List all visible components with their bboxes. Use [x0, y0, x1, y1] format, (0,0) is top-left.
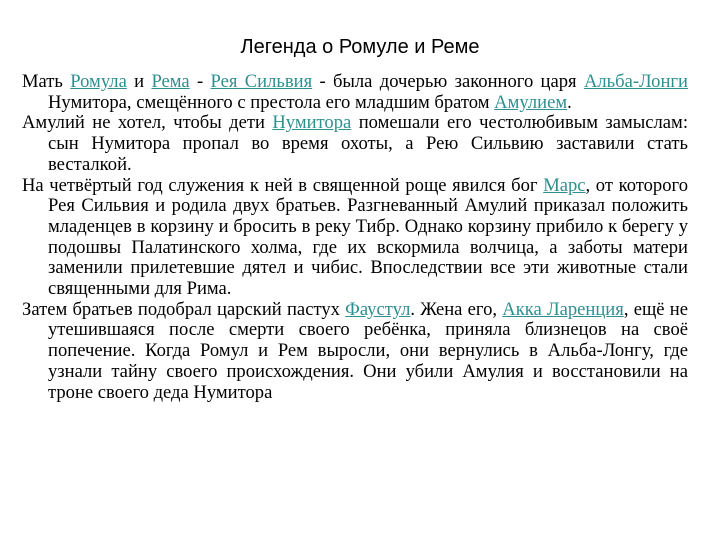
paragraph-1: [22, 72, 688, 113]
paragraph-3: [22, 176, 688, 300]
paragraph-2: [22, 113, 688, 175]
link-rhea-silvia[interactable]: Рея Сильвия: [210, 71, 313, 92]
link-alba-longa[interactable]: Альба-Лонги: [583, 71, 689, 92]
link-romulus[interactable]: Ромула: [70, 71, 127, 92]
paragraph-4: [22, 300, 688, 404]
link-remus[interactable]: Рема: [151, 71, 190, 92]
link-mars[interactable]: Марс: [543, 174, 586, 196]
paragraph-text: Мать: [22, 71, 71, 92]
paragraph-text: Амулий не хотел, чтобы дети: [22, 112, 273, 134]
slide-title: Легенда о Ромуле и Реме: [240, 36, 480, 58]
paragraph-text: Нумитора, смещённого с престола его младшим братом: [48, 91, 495, 113]
paragraph-text: . Жена его,: [410, 298, 503, 320]
paragraph-text: Затем братьев подобрал царский пастух: [22, 298, 346, 320]
link-faustulus[interactable]: Фаустул: [345, 298, 411, 320]
paragraph-text: На четвёртый год служения к ней в священной роще явился бог: [22, 174, 544, 196]
paragraph-text: и: [126, 71, 152, 92]
paragraph-text: - была дочерью законного царя: [312, 71, 584, 92]
slide-body: [22, 72, 688, 403]
link-numitor[interactable]: Нумитора: [272, 112, 352, 134]
paragraph-text: -: [189, 71, 211, 92]
link-amulius[interactable]: Амулием: [494, 91, 568, 113]
paragraph-text: , ещё не утешившаяся после смерти своего ребёнка, приняла близнецов на своё попечение. Когда Ромул и Рем выросли, они вернулись в Альба-Лонгу, где узнали тайну своего происхождения. Они убили Амулия и восстановили на троне своего деда Нумитора: [48, 298, 688, 403]
paragraph-text: , от которого Рея Сильвия и родила двух братьев. Разгневанный Амулий приказал положить младенцев в корзину и бросить в реку Тибр. Однако корзину прибило к берегу у подошвы Палатинского холма, где их вскормила волчица, а заботы матери заменили прилетевшие дятел и чибис. Впоследствии все эти животные стали священными для Рима.: [48, 174, 688, 300]
paragraph-text: помешали его честолюбивым замыслам: сын Нумитора пропал во время охоты, а Рею Сильвию заставили стать весталкой.: [48, 112, 688, 175]
paragraph-text: .: [567, 91, 572, 113]
link-acca-larentia[interactable]: Акка Ларенция: [502, 298, 624, 320]
